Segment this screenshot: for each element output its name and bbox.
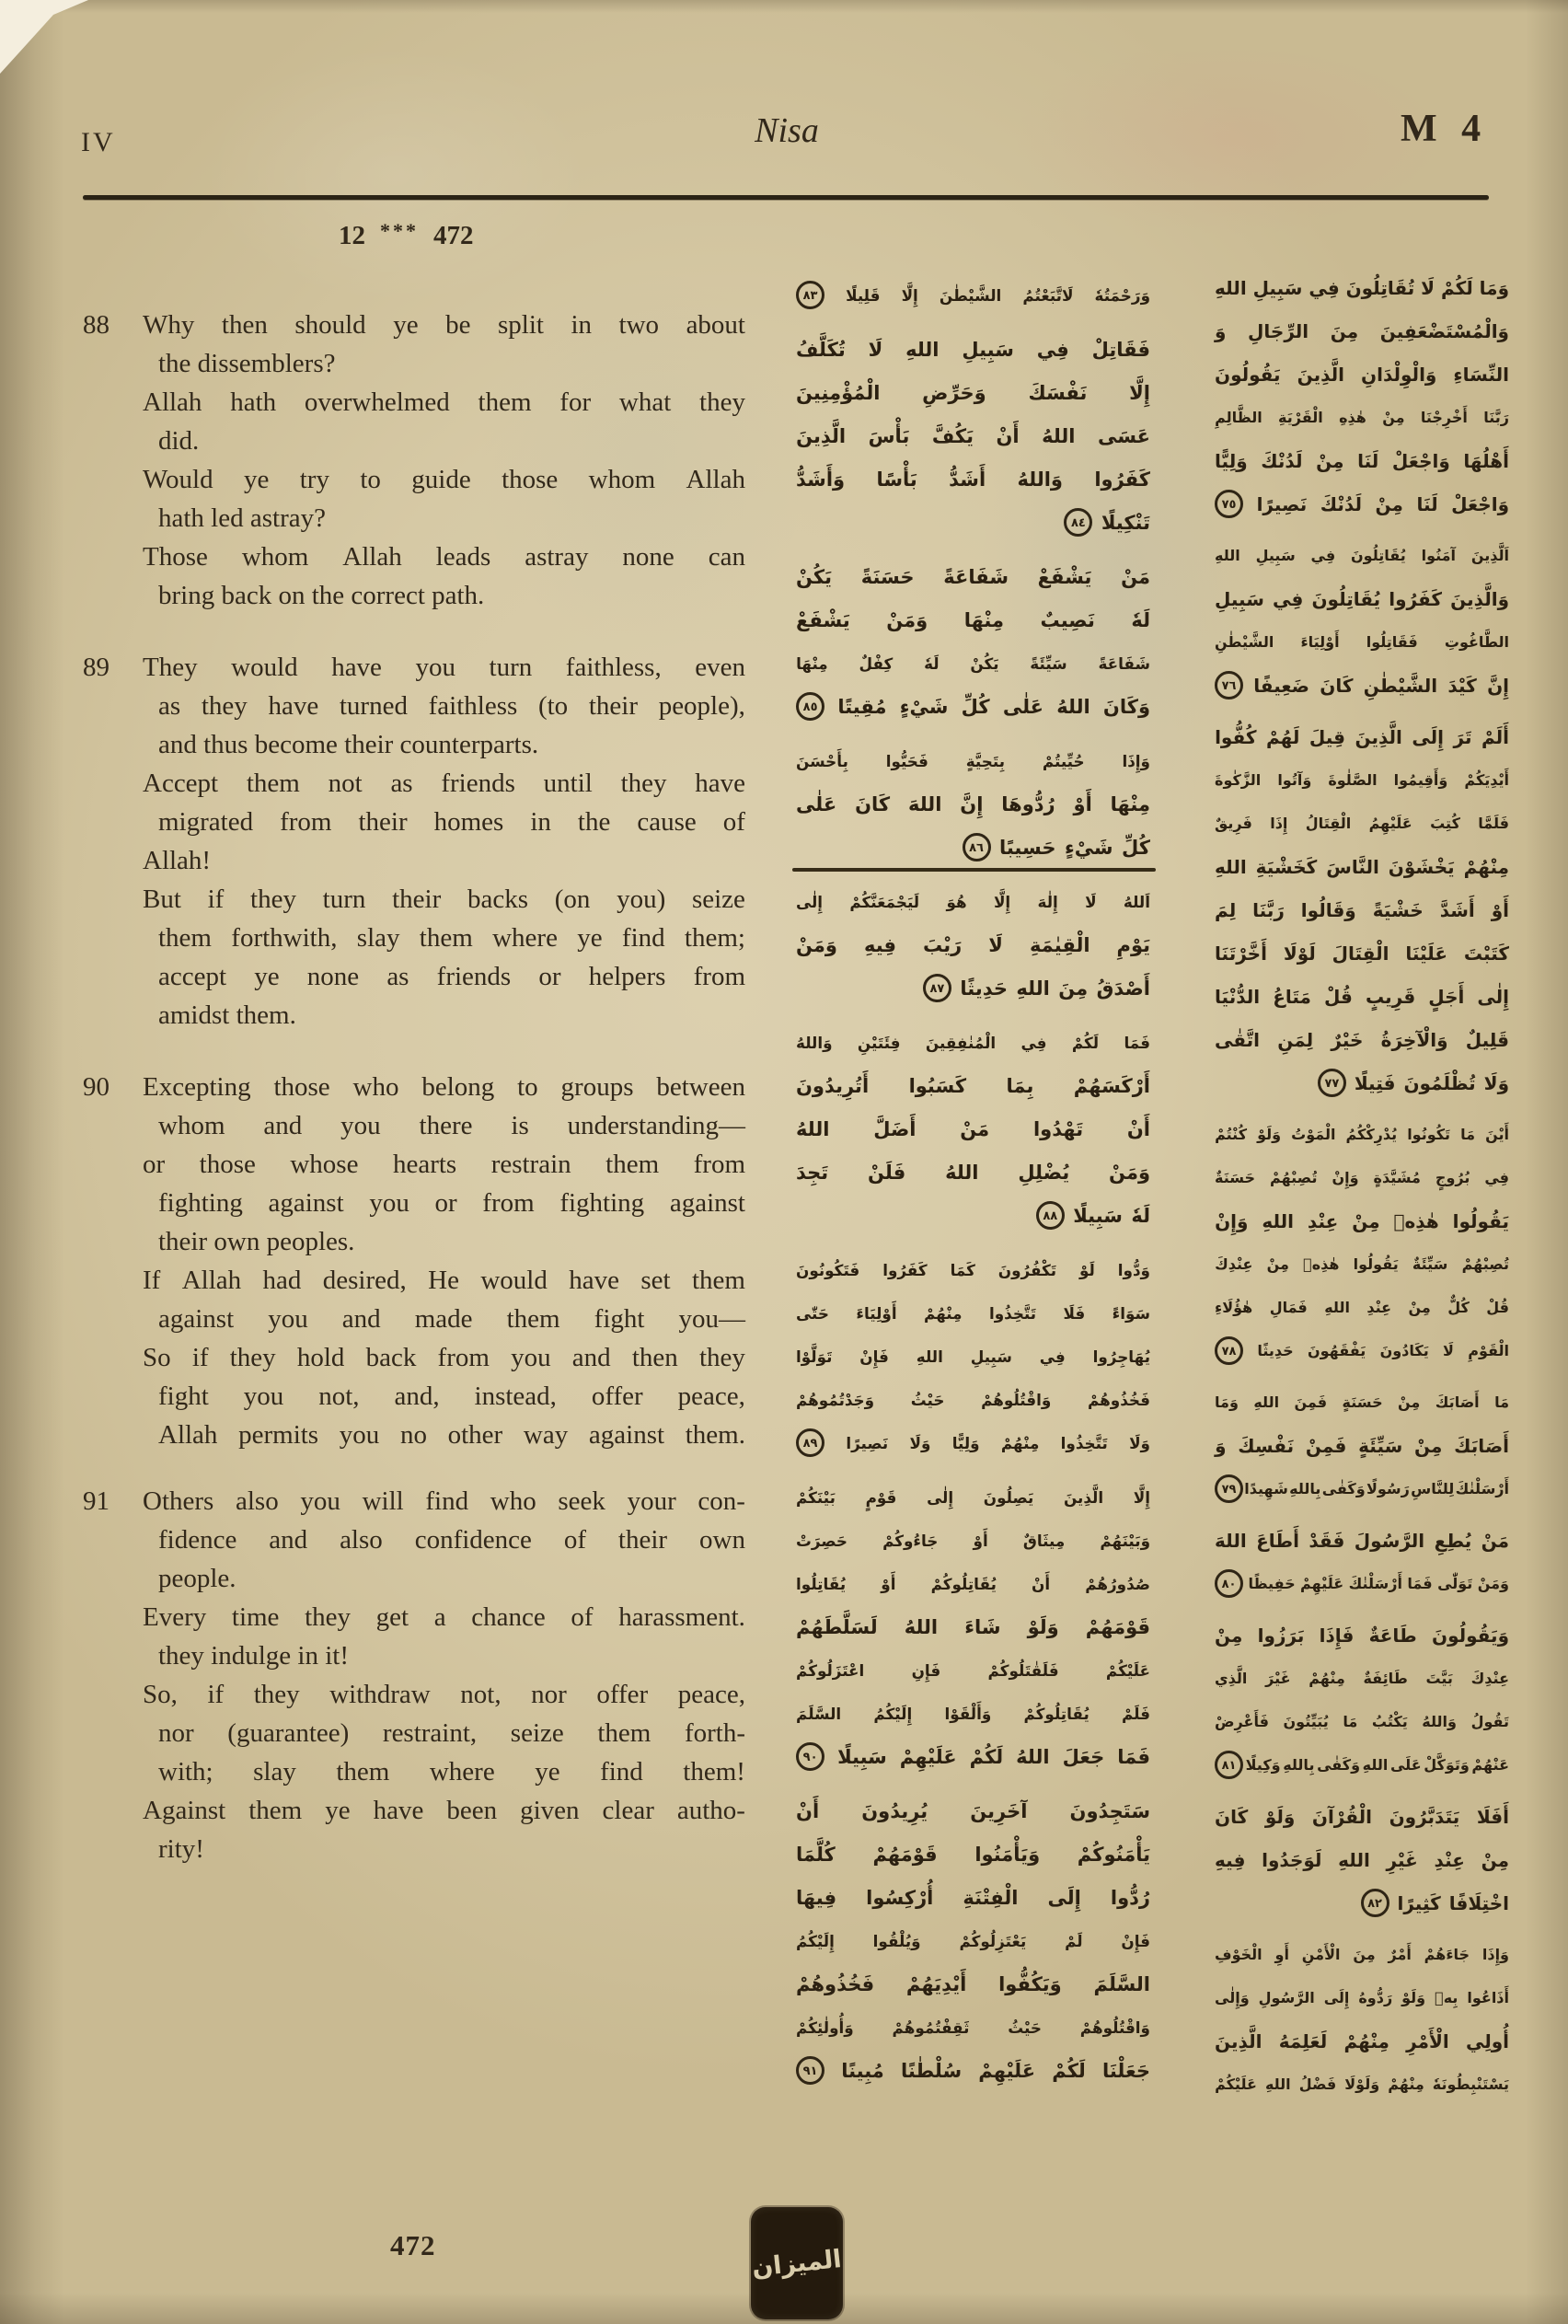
verse-line: migrated from their homes in the cause of: [158, 807, 745, 837]
arabic-line: يَأْمَنُوكُمْ وَيَأْمَنُوا قَوْمَهُمْ كُلَّمَا: [796, 1843, 1150, 1866]
arabic-line: يَقُولُوا هٰذِهٖ مِنْ عِنْدِ اللهِ وَإِنْ: [1215, 1209, 1509, 1232]
verse-block: [83, 1482, 745, 1868]
arabic-line: وَاقْتُلُوهُمْ حَيْثُ ثَقِفْتُمُوهُمْ وَأُولٰئِكُمْ: [796, 2018, 1150, 2037]
verse-line: accept ye none as friends or helpers from: [158, 962, 745, 991]
ayah-end-marker: ٧٧: [1318, 1069, 1346, 1097]
arabic-line: اَللهُ لَا إِلٰهَ إِلَّا هُوَ لَيَجْمَعَنَّكُمْ إِلٰى: [796, 892, 1150, 911]
arabic-line: وَإِذَا حُيِّيتُمْ بِتَحِيَّةٍ فَحَيُّوا بِأَحْسَنَ: [796, 751, 1150, 770]
juz-number: 12: [339, 221, 365, 250]
arabic-line: الْقَوْمِ لَا يَكَادُونَ يَفْقَهُونَ حَدِيثًا ٧٨: [1215, 1329, 1509, 1372]
arabic-line: فَقَاتِلْ فِي سَبِيلِ اللهِ لَا تُكَلَّفُ: [796, 338, 1150, 361]
arabic-line: اَلَّذِينَ آمَنُوا يُقَاتِلُونَ فِي سَبِيلِ اللهِ: [1215, 547, 1509, 564]
verse-line: So, if they withdraw not, nor offer peace,: [143, 1680, 745, 1709]
arabic-line: وَبَيْنَهُمْ مِيثَاقٌ أَوْ جَاءُوكُمْ حَصِرَتْ: [796, 1531, 1150, 1550]
ayah-end-marker: ٨٢: [1361, 1889, 1389, 1917]
verse-block: [83, 1068, 745, 1454]
header-volume: IV: [81, 127, 116, 157]
verse-line: Allah hath overwhelmed them for what they: [143, 387, 745, 417]
verse-line: as they have turned faithless (to their people),: [158, 691, 745, 721]
arabic-line: وَيَقُولُونَ طَاعَةٌ فَإِذَا بَرَزُوا مِنْ: [1215, 1624, 1509, 1647]
arabic-line: وَإِذَا جَاءَهُمْ أَمْرٌ مِنَ الْأَمْنِ أَوِ الْخَوْفِ: [1215, 1946, 1509, 1963]
verse-line: They would have you turn faithless, even: [143, 653, 745, 682]
ayah-end-marker: ٩١: [796, 2056, 824, 2085]
verse-line: fidence and also confidence of their own: [158, 1525, 745, 1555]
arabic-line: السَّلَمَ وَيَكُفُّوا أَيْدِيَهُمْ فَخُذُوهُمْ: [796, 1972, 1150, 1995]
arabic-column-middle: [796, 273, 1150, 2092]
arabic-line: سَوَاءً فَلَا تَتَّخِذُوا مِنْهُمْ أَوْلِيَاءَ حَتّٰى: [796, 1303, 1150, 1323]
page-right-shadow: [1526, 0, 1568, 2324]
arabic-line: أَوْ أَشَدَّ خَشْيَةً وَقَالُوا رَبَّنَا لِمَ: [1215, 898, 1509, 921]
arabic-line: لَهٗ نَصِيبٌ مِنْهَا وَمَنْ يَشْفَعْ: [796, 608, 1150, 631]
verse-line: rity!: [158, 1834, 204, 1864]
arabic-line: وَالَّذِينَ كَفَرُوا يُقَاتِلُونَ فِي سَبِيلِ: [1215, 587, 1509, 610]
arabic-line: عِنْدِكَ بَيَّتَ طَائِفَةٌ مِنْهُمْ غَيْرَ الَّذِي: [1215, 1670, 1509, 1687]
arabic-line: كُلِّ شَيْءٍ حَسِيبًا ٨٦: [796, 826, 1150, 869]
verse-line: Would ye try to guide those whom Allah: [143, 465, 745, 494]
arabic-line: جَعَلْنَا لَكُمْ عَلَيْهِمْ سُلْطٰنًا مُبِينًا ٩١: [796, 2049, 1150, 2092]
arabic-line: فِي بُرُوجٍ مُشَيَّدَةٍ وَإِنْ تُصِبْهُمْ حَسَنَةٌ: [1215, 1169, 1509, 1186]
verse-line: Accept them not as friends until they have: [143, 769, 745, 798]
english-column: [83, 306, 745, 1902]
verse-line: the dissemblers?: [158, 349, 336, 378]
verse-line: people.: [158, 1564, 236, 1593]
ayah-end-marker: ٩٠: [796, 1742, 824, 1771]
verse-block: [83, 648, 745, 1035]
arabic-line: قَوْمَهُمْ وَلَوْ شَاءَ اللهُ لَسَلَّطَهُمْ: [796, 1615, 1150, 1638]
arabic-line: أَذَاعُوا بِهٖ وَلَوْ رَدُّوهُ إِلَى الرَّسُولِ وَإِلٰى: [1215, 1989, 1509, 2006]
ayah-end-marker: ٨٧: [923, 974, 951, 1002]
arabic-line: مِنْهُمْ يَخْشَوْنَ النَّاسَ كَخَشْيَةِ اللهِ: [1215, 855, 1509, 878]
arabic-line: أَرْكَسَهُمْ بِمَا كَسَبُوا أَتُرِيدُونَ: [796, 1074, 1150, 1097]
arabic-line: أَرْسَلْنٰكَ لِلنَّاسِ رَسُولًا وَكَفٰى بِاللهِ شَهِيدًا ٧٩: [1215, 1467, 1509, 1510]
verse-line: fighting against you or from fighting against: [158, 1188, 745, 1218]
arabic-line: رُدُّوا إِلَى الْفِتْنَةِ أُرْكِسُوا فِيهَا: [796, 1886, 1150, 1909]
verse-line: them forthwith, slay them where ye find them;: [158, 923, 745, 953]
arabic-line: وَمَنْ يُضْلِلِ اللهُ فَلَنْ تَجِدَ: [796, 1161, 1150, 1184]
verse-line: Allah!: [143, 846, 212, 875]
verse-line: their own peoples.: [158, 1227, 355, 1256]
arabic-line: فَإِنْ لَمْ يَعْتَزِلُوكُمْ وَيُلْقُوا إِلَيْكُمُ: [796, 1931, 1150, 1950]
arabic-line: وَرَحْمَتُهٗ لَاتَّبَعْتُمُ الشَّيْطٰنَ إِلَّا قَلِيلًا ٨٣: [796, 273, 1150, 317]
arabic-line: أَيْنَ مَا تَكُونُوا يُدْرِكْكُمُ الْمَوْتُ وَلَوْ كُنْتُمْ: [1215, 1126, 1509, 1143]
header-edition: M 4: [1401, 108, 1489, 150]
arabic-line: وَمَنْ تَوَلّٰى فَمَا أَرْسَلْنٰكَ عَلَيْهِمْ حَفِيظًا ٨٠: [1215, 1562, 1509, 1605]
verse-line: did.: [158, 426, 200, 456]
page-title: Nisa: [755, 111, 819, 150]
ayah-end-marker: ٨٩: [796, 1428, 824, 1457]
arabic-line: مَنْ يَشْفَعْ شَفَاعَةً حَسَنَةً يَكُنْ: [796, 565, 1150, 588]
juz-page-marker: [339, 221, 474, 251]
verse-line: Against them ye have been given clear autho-: [143, 1796, 745, 1825]
verse-line: with; slay them where ye find them!: [158, 1757, 745, 1786]
arabic-line: تَقُولُ وَاللهُ يَكْتُبُ مَا يُبَيِّتُونَ فَأَعْرِضْ: [1215, 1713, 1509, 1730]
arabic-line: شَفَاعَةً سَيِّئَةً يَكُنْ لَهٗ كِفْلٌ مِنْهَا: [796, 653, 1150, 673]
arabic-line: إِلَّا الَّذِينَ يَصِلُونَ إِلٰى قَوْمٍ بَيْنَكُمْ: [796, 1487, 1150, 1507]
arabic-line: أُولِي الْأَمْرِ مِنْهُمْ لَعَلِمَهُ الَّذِينَ: [1215, 2029, 1509, 2052]
verse-number: 91: [83, 1486, 110, 1516]
verse-line: bring back on the correct path.: [158, 581, 485, 610]
arabic-column-right: [1215, 266, 1509, 2106]
arabic-line: وَاجْعَلْ لَنَا مِنْ لَدُنْكَ نَصِيرًا ٧٥: [1215, 482, 1509, 526]
arabic-line: وَكَانَ اللهُ عَلٰى كُلِّ شَيْءٍ مُقِيتًا ٨٥: [796, 685, 1150, 728]
arabic-line: سَتَجِدُونَ آخَرِينَ يُرِيدُونَ أَنْ: [796, 1799, 1150, 1822]
arabic-line: فَلَمَّا كُتِبَ عَلَيْهِمُ الْقِتَالُ إِذَا فَرِيقٌ: [1215, 815, 1509, 832]
ayah-end-marker: ٧٦: [1215, 671, 1243, 700]
ayah-end-marker: ٨٨: [1036, 1201, 1065, 1230]
page-left-shadow: [0, 0, 64, 2324]
stars-separator: ***: [380, 219, 419, 242]
arabic-line: وَمَا لَكُمْ لَا تُقَاتِلُونَ فِي سَبِيلِ اللهِ: [1215, 276, 1509, 299]
ayah-end-marker: ٧٨: [1215, 1336, 1243, 1365]
arabic-line: وَلَا تَتَّخِذُوا مِنْهُمْ وَلِيًّا وَلَا نَصِيرًا ٨٩: [796, 1421, 1150, 1464]
ayah-end-marker: ٧٩: [1215, 1474, 1243, 1503]
arabic-line: تَنْكِيلًا ٨٤: [796, 501, 1150, 544]
verse-line: Why then should ye be split in two about: [143, 310, 745, 340]
publisher-seal: [751, 2207, 843, 2319]
arabic-line: الطَّاغُوتِ فَقَاتِلُوا أَوْلِيَاءَ الشَّيْطٰنِ: [1215, 633, 1509, 651]
verse-number: 90: [83, 1072, 110, 1102]
arabic-line: مِنْ عِنْدِ غَيْرِ اللهِ لَوَجَدُوا فِيهِ: [1215, 1848, 1509, 1871]
ayah-end-marker: ٨٦: [963, 833, 991, 861]
arabic-line: فَلَمْ يُقَاتِلُوكُمْ وَأَلْقَوْا إِلَيْكُمُ السَّلَمَ: [796, 1704, 1150, 1723]
arabic-line: أَصْدَقُ مِنَ اللهِ حَدِيثًا ٨٧: [796, 966, 1150, 1010]
arabic-line: يُهَاجِرُوا فِي سَبِيلِ اللهِ فَإِنْ تَوَلَّوْا: [796, 1347, 1150, 1366]
arabic-line: فَخُذُوهُمْ وَاقْتُلُوهُمْ حَيْثُ وَجَدْتُمُوهُمْ: [796, 1390, 1150, 1409]
arabic-line: وَلَا تُظْلَمُونَ فَتِيلًا ٧٧: [1215, 1061, 1509, 1104]
arabic-line: وَدُّوا لَوْ تَكْفُرُونَ كَمَا كَفَرُوا فَتَكُونُونَ: [796, 1260, 1150, 1279]
verse-line: whom and you there is understanding—: [158, 1111, 745, 1140]
arabic-line: تُصِبْهُمْ سَيِّئَةٌ يَقُولُوا هٰذِهٖ مِنْ عِنْدِكَ: [1215, 1255, 1509, 1273]
verse-line: they indulge in it!: [158, 1641, 349, 1671]
ayah-end-marker: ٨٤: [1064, 508, 1092, 537]
arabic-line: كَفَرُوا وَاللهُ أَشَدُّ بَأْسًا وَأَشَدُّ: [796, 468, 1150, 491]
page-top-shadow: [0, 0, 1568, 13]
arabic-line: مَنْ يُطِعِ الرَّسُولَ فَقَدْ أَطَاعَ اللهَ: [1215, 1529, 1509, 1552]
verse-line: Excepting those who belong to groups between: [143, 1072, 745, 1102]
page-ref: 472: [433, 221, 474, 250]
verse-line: Others also you will find who seek your con-: [143, 1486, 745, 1516]
arabic-line: عَسَى اللهُ أَنْ يَكُفَّ بَأْسَ الَّذِينَ: [796, 424, 1150, 447]
arabic-line: وَالْمُسْتَضْعَفِينَ مِنَ الرِّجَالِ وَ: [1215, 319, 1509, 342]
arabic-line: كَتَبْتَ عَلَيْنَا الْقِتَالَ لَوْلَا أَخَّرْتَنَا: [1215, 942, 1509, 965]
verse-line: against you and made them fight you—: [158, 1304, 745, 1334]
arabic-line: فَمَا جَعَلَ اللهُ لَكُمْ عَلَيْهِمْ سَبِيلًا ٩٠: [796, 1735, 1150, 1778]
arabic-line: قَلِيلٌ وَالْآخِرَةُ خَيْرٌ لِمَنِ اتَّقٰى: [1215, 1028, 1509, 1051]
verse-line: hath led astray?: [158, 503, 326, 533]
arabic-line: إِنَّ كَيْدَ الشَّيْطٰنِ كَانَ ضَعِيفًا ٧٦: [1215, 664, 1509, 707]
seal-calligraphy: الميزان: [750, 2244, 844, 2283]
verse-line: Allah permits you no other way against them.: [158, 1420, 745, 1450]
arabic-line: أَيْدِيَكُمْ وَأَقِيمُوا الصَّلٰوةَ وَآتُوا الزَّكٰوةَ: [1215, 771, 1509, 789]
arabic-line: فَمَا لَكُمْ فِي الْمُنٰفِقِينَ فِئَتَيْنِ وَاللهُ: [796, 1033, 1150, 1052]
verse-line: Those whom Allah leads astray none can: [143, 542, 745, 572]
arabic-line: أَلَمْ تَرَ إِلَى الَّذِينَ قِيلَ لَهُمْ كُفُّوا: [1215, 725, 1509, 748]
verse-block: [83, 306, 745, 615]
arabic-line: رَبَّنَا أَخْرِجْنَا مِنْ هٰذِهِ الْقَرْيَةِ الظَّالِمِ: [1215, 409, 1509, 426]
arabic-line: لَهٗ سَبِيلًا ٨٨: [796, 1194, 1150, 1237]
verse-line: But if they turn their backs (on you) seize: [143, 885, 745, 914]
verse-line: So if they hold back from you and then they: [143, 1343, 745, 1372]
verse-number: 88: [83, 310, 110, 340]
verse-line: If Allah had desired, He would have set them: [143, 1266, 745, 1295]
arabic-line: عَنْهُمْ وَتَوَكَّلْ عَلَى اللهِ وَكَفٰى بِاللهِ وَكِيلًا ٨١: [1215, 1743, 1509, 1786]
page-number: 472: [390, 2229, 436, 2261]
verse-number: 89: [83, 653, 110, 682]
ayah-end-marker: ٧٥: [1215, 490, 1243, 518]
verse-line: or those whose hearts restrain them from: [143, 1150, 745, 1179]
verse-line: fight you not, and, instead, offer peace,: [158, 1382, 745, 1411]
verse-line: nor (guarantee) restraint, seize them forth-: [158, 1718, 745, 1748]
arabic-line: أَصَابَكَ مِنْ سَيِّئَةٍ فَمِنْ نَفْسِكَ وَ: [1215, 1434, 1509, 1457]
ayah-end-marker: ٨٥: [796, 692, 824, 721]
arabic-line: يَوْمِ الْقِيٰمَةِ لَا رَيْبَ فِيهِ وَمَنْ: [796, 933, 1150, 956]
arabic-line: عَلَيْكُمْ فَلَقٰتَلُوكُمْ فَإِنِ اعْتَزَلُوكُمْ: [796, 1660, 1150, 1680]
arabic-line: قُلْ كُلٌّ مِنْ عِنْدِ اللهِ فَمَالِ هٰؤُلَاءِ: [1215, 1299, 1509, 1316]
ayah-end-marker: ٨٠: [1215, 1569, 1243, 1598]
verse-line: and thus become their counterparts.: [158, 730, 539, 759]
arabic-line: أَهْلُهَا وَاجْعَلْ لَنَا مِنْ لَدُنْكَ وَلِيًّا: [1215, 449, 1509, 472]
arabic-line: أَفَلَا يَتَدَبَّرُونَ الْقُرْآنَ وَلَوْ كَانَ: [1215, 1805, 1509, 1828]
verse-line: Every time they get a chance of harassment.: [143, 1602, 745, 1632]
arabic-line: يَسْتَنْبِطُونَهٗ مِنْهُمْ وَلَوْلَا فَضْلُ اللهِ عَلَيْكُمْ: [1215, 2075, 1509, 2093]
ayah-end-marker: ٨٣: [796, 281, 824, 309]
header-rule: [83, 195, 1489, 200]
arabic-line: اخْتِلَافًا كَثِيرًا ٨٢: [1215, 1881, 1509, 1925]
arabic-line: إِلَّا نَفْسَكَ وَحَرِّضِ الْمُؤْمِنِينَ: [796, 381, 1150, 404]
arabic-line: النِّسَاءِ وَالْوِلْدَانِ الَّذِينَ يَقُولُونَ: [1215, 363, 1509, 386]
arabic-line: إِلٰى أَجَلٍ قَرِيبٍ قُلْ مَتَاعُ الدُّنْيَا: [1215, 985, 1509, 1008]
arabic-line: صُدُورُهُمْ أَنْ يُقَاتِلُوكُمْ أَوْ يُقَاتِلُوا: [796, 1574, 1150, 1593]
arabic-line: مِنْهَا أَوْ رُدُّوهَا إِنَّ اللهَ كَانَ عَلٰى: [796, 792, 1150, 815]
arabic-line: مَا أَصَابَكَ مِنْ حَسَنَةٍ فَمِنَ اللهِ وَمَا: [1215, 1393, 1509, 1411]
verse-line: amidst them.: [158, 1000, 296, 1030]
ayah-end-marker: ٨١: [1215, 1751, 1243, 1779]
arabic-line: أَنْ تَهْدُوا مَنْ أَضَلَّ اللهُ: [796, 1117, 1150, 1140]
